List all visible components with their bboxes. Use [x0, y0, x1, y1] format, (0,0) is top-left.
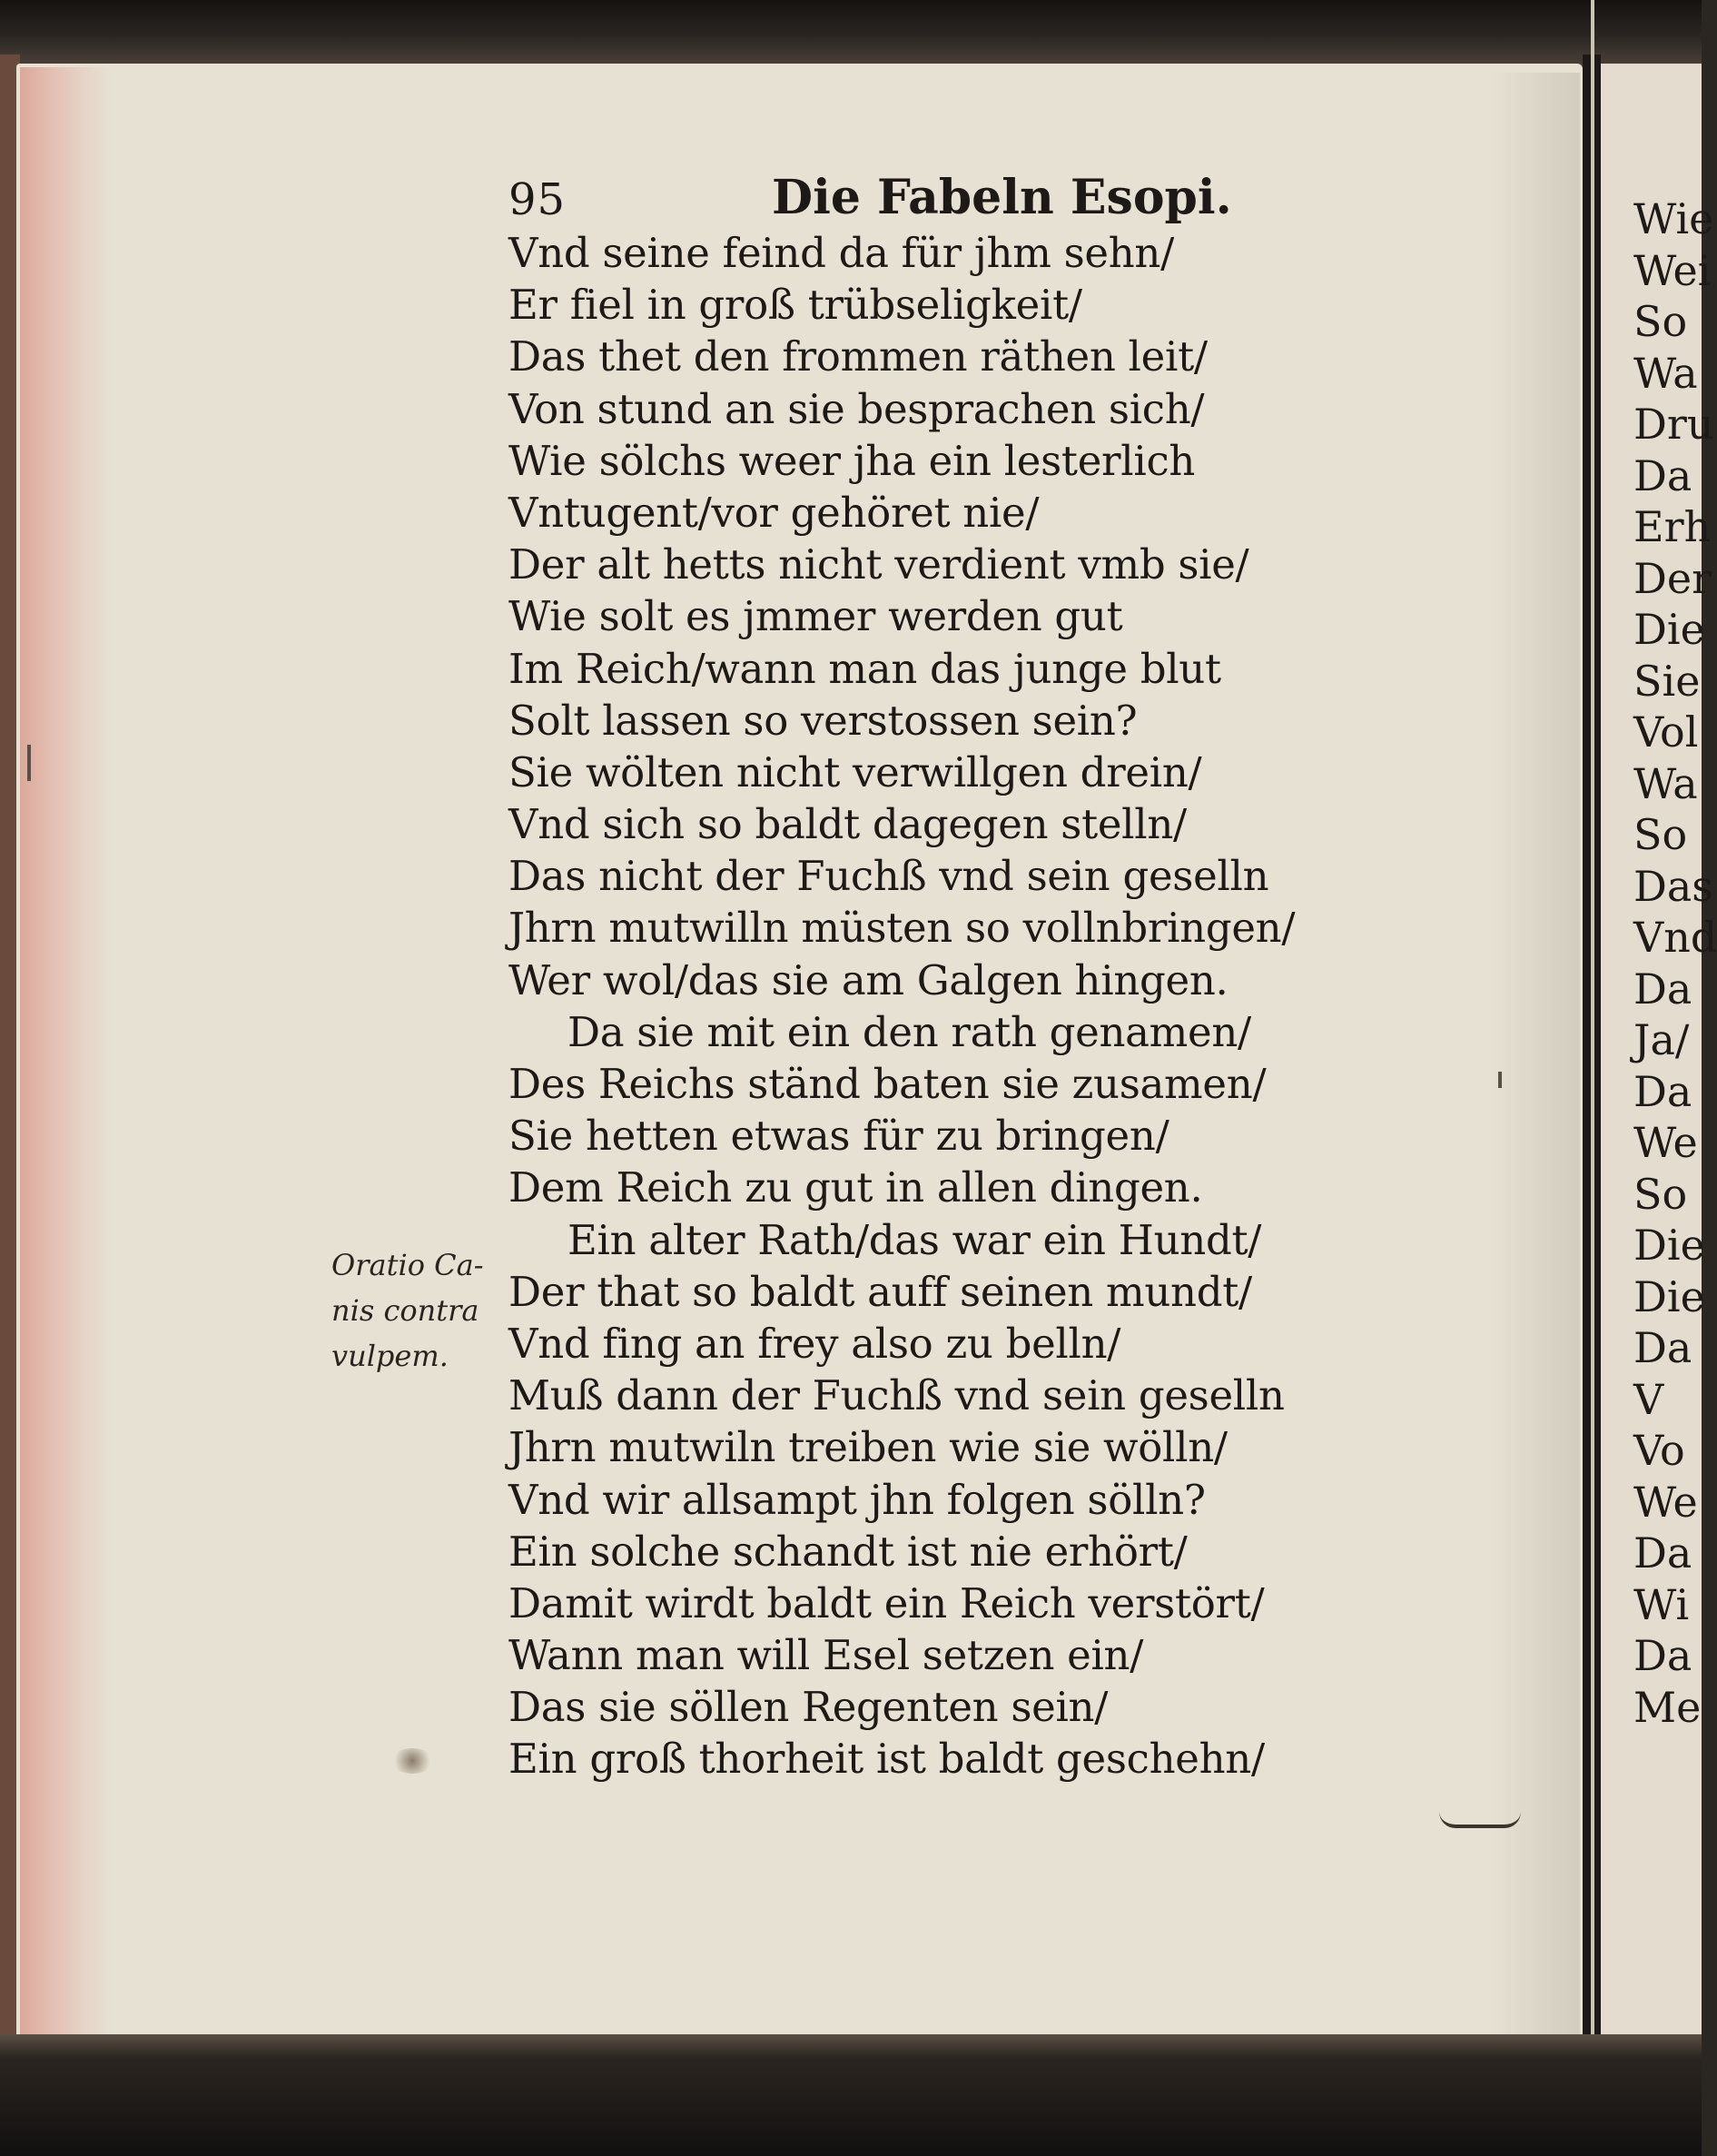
ribbon-line — [1591, 0, 1594, 2156]
verse-line: Vnd seine feind da für jhm sehn/ — [508, 229, 1174, 277]
facing-page-line: Sie — [1633, 656, 1701, 706]
paper-speck — [1498, 1072, 1502, 1088]
verse-line: Vnd sich so baldt dagegen stelln/ — [508, 800, 1187, 849]
verse-line: Solt lassen so verstossen sein? — [508, 696, 1138, 745]
verse-line: Dem Reich zu gut in allen dingen. — [508, 1163, 1203, 1212]
facing-page-line: Vol — [1633, 707, 1699, 757]
facing-page-line: Da — [1633, 450, 1692, 500]
page-gutter — [20, 67, 111, 2047]
verse-line: Wer wol/das sie am Galgen hingen. — [508, 955, 1229, 1004]
page-shadow — [1489, 73, 1580, 2043]
facing-page-line: Da — [1633, 1528, 1692, 1577]
margin-note — [331, 1242, 504, 1379]
verse-line: Muß dann der Fuchß vnd sein geselln — [508, 1371, 1285, 1420]
verse-list — [508, 227, 1326, 1785]
facing-page-line: Vo — [1633, 1426, 1685, 1475]
paper-speck — [27, 745, 31, 781]
verse-line: Damit wirdt baldt ein Reich verstört/ — [508, 1578, 1265, 1627]
verse-line: Er fiel in groß trübseligkeit/ — [508, 281, 1082, 330]
facing-page-line: Die — [1633, 1271, 1705, 1321]
verse-line: Ein groß thorheit ist baldt geschehn/ — [508, 1735, 1265, 1784]
facing-page-line: Wei — [1633, 245, 1712, 295]
margin-note-line: nis contra — [331, 1293, 479, 1328]
verse-line: Das thet den frommen räthen leit/ — [508, 332, 1208, 381]
facing-page-line: So — [1633, 1169, 1688, 1219]
verse-line: Das sie söllen Regenten sein/ — [508, 1683, 1109, 1732]
facing-page-line: Wa — [1633, 758, 1698, 808]
verse-line: Vntugent/vor gehöret nie/ — [508, 488, 1040, 537]
verse-line: Der alt hetts nicht verdient vmb sie/ — [508, 540, 1249, 589]
facing-page-line: Wie — [1633, 194, 1714, 243]
verse-line: Sie wölten nicht verwillgen drein/ — [508, 747, 1202, 796]
verse-line: Da sie mit ein den rath genamen/ — [567, 1007, 1251, 1056]
page-number: 95 — [508, 174, 567, 225]
verse-line: Wie solt es jmmer werden gut — [508, 592, 1123, 641]
verse-line: Ein solche schandt ist nie erhört/ — [508, 1527, 1188, 1576]
facing-page-line: We — [1633, 1477, 1698, 1527]
margin-note-line: vulpem. — [331, 1339, 449, 1373]
verse-line: Der that so baldt auff seinen mundt/ — [508, 1267, 1252, 1316]
facing-page-line: Der — [1633, 553, 1712, 603]
verse-line: Das nicht der Fuchß vnd sein geselln — [508, 852, 1269, 901]
verse-line: Sie hetten etwas für zu bringen/ — [508, 1112, 1169, 1161]
facing-page-fragment — [1601, 64, 1717, 2043]
verse-line: Vnd wir allsampt jhn folgen sölln? — [508, 1475, 1206, 1524]
facing-page-line: Die — [1633, 605, 1705, 654]
facing-page-line: Die — [1633, 1221, 1705, 1270]
verse-line: Im Reich/wann man das junge blut — [508, 644, 1221, 693]
facing-page-line: Da — [1633, 1323, 1692, 1372]
facing-page-line: Erh — [1633, 502, 1712, 551]
facing-page-line: Dru — [1633, 400, 1714, 449]
facing-page-line: Wi — [1633, 1579, 1690, 1629]
book-bottom-edge — [0, 2034, 1702, 2156]
verse-line: Ein alter Rath/das war ein Hundt/ — [567, 1215, 1262, 1264]
verse-line: Von stund an sie besprachen sich/ — [508, 384, 1205, 433]
facing-page-line: We — [1633, 1118, 1698, 1167]
facing-page-line: Da — [1633, 1066, 1692, 1116]
verse-line: Vnd fing an frey also zu belln/ — [508, 1319, 1121, 1368]
verse-line: Wie sölchs weer jha ein lesterlich — [508, 436, 1196, 485]
facing-page-line: Me — [1633, 1682, 1702, 1732]
facing-page-line: V — [1633, 1374, 1664, 1424]
facing-page-line: Vnd — [1633, 913, 1717, 962]
facing-page-line: So — [1633, 297, 1688, 346]
verse-line: Wann man will Esel setzen ein/ — [508, 1631, 1144, 1680]
verse-line: Des Reichs ständ baten sie zusamen/ — [508, 1060, 1267, 1108]
verse-line: Jhrn mutwilln müsten so vollnbringen/ — [508, 904, 1296, 953]
running-title: Die Fabeln Esopi. — [772, 170, 1232, 225]
margin-note-line: Oratio Ca- — [331, 1248, 484, 1282]
facing-page-line: So — [1633, 810, 1688, 859]
facing-page-line: Ja/ — [1633, 1015, 1690, 1064]
verse-line: Jhrn mutwiln treiben wie sie wölln/ — [508, 1423, 1228, 1472]
facing-page-line: Das — [1633, 861, 1713, 911]
page-text — [508, 170, 1326, 1785]
facing-page-line: Da — [1633, 964, 1692, 1014]
facing-page-line: Da — [1633, 1631, 1692, 1680]
page-header — [508, 170, 1326, 227]
ink-stain — [390, 1748, 434, 1774]
facing-page-line: Wa — [1633, 348, 1698, 398]
catchword-mark — [1439, 1812, 1521, 1828]
